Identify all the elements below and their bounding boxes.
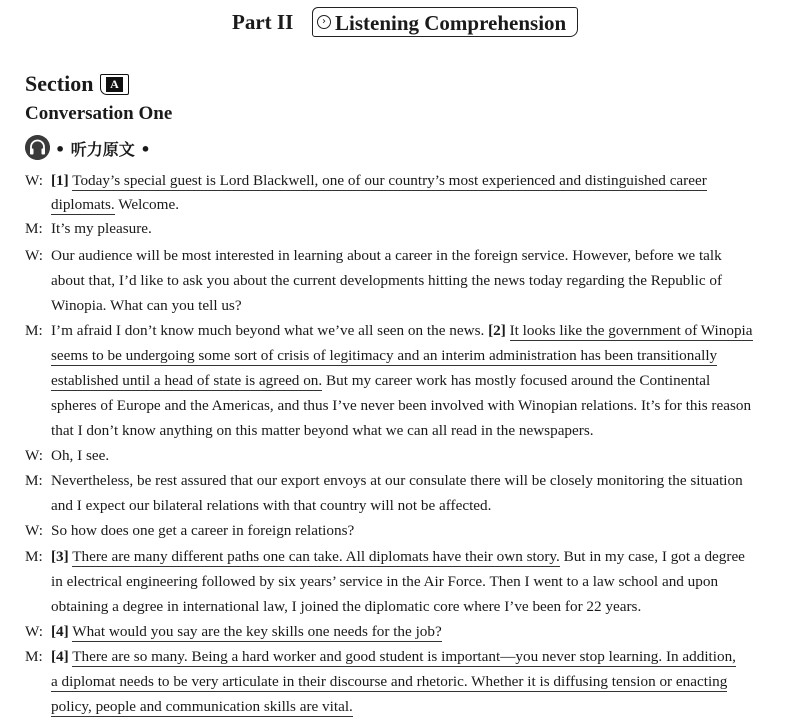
transcript-line: in electrical engineering followed by six years’ service in the Air Force. Then I went to a law school and upon — [51, 573, 719, 590]
speaker-label: M: — [25, 220, 43, 237]
transcript-line: spheres of Europe and the Americas, and thus I’ve never been involved with Winopian relations. It’s for this reason — [51, 397, 752, 414]
speaker-label: W: — [25, 247, 43, 264]
answer-marker: [1] — [51, 172, 69, 189]
conversation-heading: Conversation One — [25, 103, 173, 124]
speaker-label: M: — [25, 472, 43, 489]
speaker-label: W: — [25, 623, 43, 640]
key-sentence: Today’s special guest is Lord Blackwell, one of our country’s most experienced and distinguished career — [72, 172, 707, 189]
line-text: Welcome. — [114, 196, 179, 213]
key-sentence: There are many different paths one can take. All diplomats have their own story. — [72, 548, 560, 565]
part-title-box — [312, 7, 578, 37]
transcript-line: that I don’t know anything on this matter beyond what we can all read in the newspapers. — [51, 422, 594, 439]
line-text: But in my case, I got a degree — [559, 548, 745, 565]
transcript-line — [51, 698, 353, 716]
transcript-line: obtaining a degree in international law, I joined the diplomatic core where I’ve been for 22 years. — [51, 598, 642, 615]
transcript-line: So how does one get a career in foreign relations? — [51, 522, 355, 539]
transcript-line — [51, 196, 179, 214]
transcript-line — [51, 172, 707, 190]
key-sentence: policy, people and communication skills are vital. — [51, 698, 353, 715]
transcript-label: • 听力原文 • — [55, 140, 151, 159]
part-header — [0, 6, 802, 40]
key-sentence: It looks like the government of Winopia — [509, 322, 753, 339]
answer-marker: [4] — [51, 648, 69, 665]
chevron-icon: › — [317, 15, 331, 29]
speaker-label: M: — [25, 548, 43, 565]
transcript-line — [51, 548, 745, 566]
transcript-line: Our audience will be most interested in learning about a career in the foreign service. However, before we talk — [51, 247, 722, 264]
key-sentence: seems to be undergoing some sort of crisis of legitimacy and an interim administration has been transitionally — [51, 347, 718, 364]
transcript-line: Oh, I see. — [51, 447, 110, 464]
key-sentence: diplomats. — [51, 196, 115, 213]
speaker-label: W: — [25, 172, 43, 189]
answer-marker: [4] — [51, 623, 69, 640]
answer-marker: [3] — [51, 548, 69, 565]
key-sentence: a diplomat needs to be very articulate in their discourse and rhetoric. Whether it is diffusing tension or enacting — [51, 673, 728, 690]
section-heading: Section — [25, 71, 94, 96]
transcript-line: about that, I’d like to ask you about the current developments hitting the news today regarding the Republic of — [51, 272, 723, 289]
transcript-line: It’s my pleasure. — [51, 220, 152, 237]
key-sentence: There are so many. Being a hard worker and good student is important—you never stop learning. In addition, — [72, 648, 736, 665]
part-title: Listening Comprehension — [335, 11, 567, 35]
line-text: I’m afraid I don’t know much beyond what we’ve all seen on the news. — [51, 322, 489, 339]
key-sentence: established until a head of state is agreed on. — [51, 372, 323, 389]
speaker-label: M: — [25, 648, 43, 665]
headphone-icon — [25, 135, 50, 160]
transcript-line — [51, 347, 717, 365]
part-label: Part II — [232, 10, 294, 34]
transcript-line: Nevertheless, be rest assured that our export envoys at our consulate there will be closely monitoring the situation — [51, 472, 743, 489]
section-badge — [100, 74, 129, 95]
speaker-label: W: — [25, 447, 43, 464]
key-sentence: What would you say are the key skills one needs for the job? — [72, 623, 442, 640]
transcript-line — [51, 322, 753, 340]
transcript-line — [51, 648, 736, 666]
line-text: But my career work has mostly focused around the Continental — [322, 372, 711, 389]
section-badge-letter: A — [106, 77, 123, 92]
transcript-line — [51, 623, 442, 641]
speaker-label: M: — [25, 322, 43, 339]
transcript-line: Winopia. What can you tell us? — [51, 297, 242, 314]
transcript-line — [51, 372, 710, 390]
transcript-line: and I expect our bilateral relations with that country will not be affected. — [51, 497, 492, 514]
transcript-line — [51, 673, 727, 691]
speaker-label: W: — [25, 522, 43, 539]
answer-marker: [2] — [488, 322, 506, 339]
